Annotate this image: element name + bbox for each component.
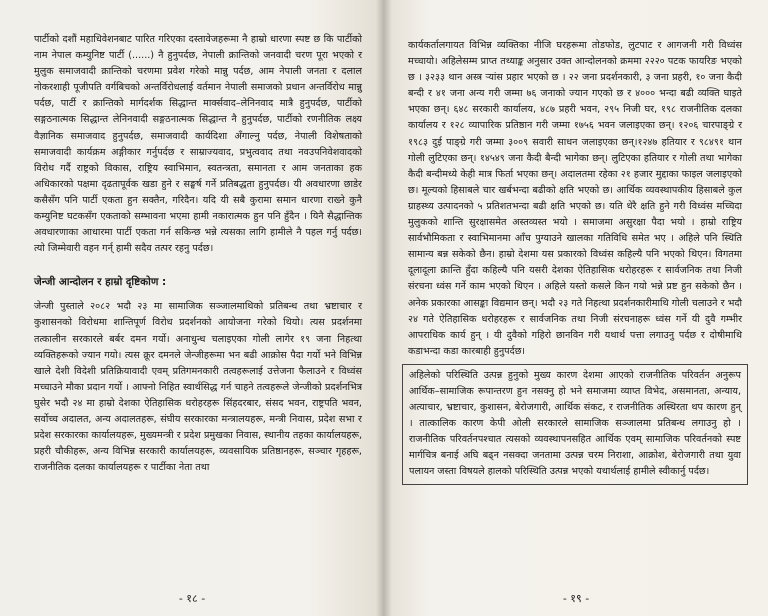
- left-paragraph-1: पार्टीको दशौं महाधिवेशनबाट पारित गरिएका दस्तावेजहरूमा नै हाम्रो धारणा स्पष्ट छ कि पार्टीको नाम नेपाल कम्युनिष्ट पार्टी (......) नै हुनुपर्दछ, नेपाली क्रान्तिको जनवादी चरण पूरा भएको र मुलुक समाजवादी क्रान्तिको चरणमा प्रवेश गरेको मान्नु पर्दछ, आम नेपाली जनता र दलाल नोकरशाही पूजीपति वर्गबिचको अन्तर्विरोधलाई वर्तमान नेपाली समाजको प्रधान अन्तर्विरोध मान्नु पर्दछ, पार्टी र क्रान्तिको मार्गदर्शक सिद्धान्त मार्क्सवाद–लेनिनवाद मात्रै हुनुपर्दछ, पार्टीको सङ्गठनात्मक सिद्धान्त लेनिनवादी सङ्गठनात्मक सिद्धान्त नै हुनुपर्दछ, पार्टीको रणनीतिक लक्ष्य वैज्ञानिक समाजवाद हुनुपर्दछ, समाजवादी कार्यदिशा अँगाल्नु पर्दछ, नेपाली विशेषताको समाजवादी कार्यक्रम अङ्गीकार गर्नुपर्दछ र साम्राज्यवाद, प्रभुत्ववाद तथा नवउपनिवेशवादको विरोध गर्दै राष्ट्रको विकास, राष्ट्रिय स्वाभिमान, स्वतन्त्रता, समानता र आम जनताका हक अधिकारको पक्षमा दृढतापूर्वक खडा हुने र सङ्घर्ष गर्ने प्रतिबद्धता हुनुपर्दछ। यी अवधारणा छाडेर कसैसँग पनि पार्टी एकता हुन सक्तैन, गरिदैन। यदि यी सबै कुरामा समान धारणा राख्ने कुनै कम्युनिष्ट घटकसँग एकताको सम्भावना भएमा हामी नकारात्मक हुन पनि हुँदैन । यिनै सैद्धान्तिक अवधारणाका आधारमा पार्टी एकता गर्न सकिन्छ भन्ने त्यसका लागि हामीले नै पहल गर्नु पर्दछ। त्यो जिम्मेवारी वहन गर्न् हामी सदैव तत्पर रहनु पर्दछ।: [34, 34, 362, 255]
- right-page-number: - १९ -: [562, 592, 590, 605]
- right-paragraph-2-boxed: अहिलेको परिस्थिति उत्पन्न हुनुको मुख्य कारण देशमा आएको राजनीतिक परिवर्तन अनुरूप आर्थिक–सामाजिक रूपान्तरण हुन नसक्नु हो भने समाजमा व्याप्त विभेद, असमानता, अन्याय, अत्याचार, भ्रष्टाचार, कुशासन, बेरोजगारी, आर्थिक संकट, र राजनीतिक अस्थिरता थप कारण हुन् । तात्कालिक कारण केपी ओली सरकारले सामाजिक सञ्जालमा प्रतिबन्ध लगाउनु हो । राजनीतिक परिवर्तनपश्चात त्यसको व्यवस्थापनसहित आर्थिक एवम् सामाजिक परिवर्तनको स्पष्ट मार्गचित्र बनाई अघि बढ्न नसक्दा जनतामा उत्पन्न चरम निराशा, आक्रोश, बेरोजगारी तथा युवा पलायन जस्ता विषयले हालको परिस्थिति उत्पन्न भएको यथार्थलाई हामीले स्वीकार्नु पर्दछ।: [402, 364, 748, 485]
- right-paragraph-1: कार्यकर्तालगायत विभिन्न व्यक्तिका नीजि घरहरूमा तोडफोड, लुटपाट र आगजनी गरी विध्वंस मच्चायो। अहिलेसम्म प्राप्त तथ्याङ्क अनुसार उक्त आन्दोलनको क्रममा २२२० पटक फायरिङ भएको छ । ३२३३ थान अस्त्र र्‍यांस प्रहार भएको छ । २२ जना प्रदर्शनकारी, ३ जना प्रहरी, १० जना कैदी बन्दी र ४१ जना अन्य गरी जम्मा ७६ जनाको ज्यान गएको छ र ४००० भन्दा बढी व्यक्ति घाइते भएका छन्। ६४८ सरकारी कार्यालय, ४८७ प्रहरी भवन, २९५ निजी घर, १९८ राजनीतिक दलका कार्यालय र १२८ व्यापारिक प्रतिष्ठान गरी जम्मा १७५६ भवन जलाइएका छन्। १२०६ चारपाङ्ग्रे र १९८३ दुई पाङ्ग्रे गरी जम्मा ३००९ सवारी साधन जलाइएका छन्।१२४७ हतियार र ९८४९१ थान गोली लुटिएका छन्। १४५४९ जना कैदी बैन्दी भागेका छन्। लुटिएका हतियार र गोली तथा भागेका कैदी बन्दीमध्ये केही मात्र फिर्ता भएका छन्। अदालतमा रहेका २१ हजार मुद्दाका फाइल जलाइएको छ। मूल्यको हिसाबले चार खर्बभन्दा बढीको क्षति भएको छ। आर्थिक व्यवस्थापकीय हिसाबले कुल ग्राहस्थ्य उत्पादनको ५ प्रतिशतभन्दा बढी क्षति भएको छ। यति धेरै क्षति हुने गरी विध्वंस मच्चिदा मुलुकको शान्ति सुरक्षासमेत अस्तव्यस्त भयो । समाजमा असुरक्षा पैदा भयो । हाम्रो राष्ट्रिय सार्वभौमिकता र स्वाभिमानमा आँच पुग्याउने खालका गतिविधि समेत भए । अहिले पनि स्थिति सामान्य बन्न सकेको छैन। हाम्रो देशमा यस प्रकारको विध्वंस कहिल्यै पनि भएको थिएन। विगतमा दूलादूला क्रान्ति हुँदा कहिल्यै पनि यसरी देशका ऐतिहासिक धरोहरहरू र सार्वजनिक तथा निजी संरचना ध्वंस गर्ने काम भएको थिएन । अहिले यस्तो कसले किन गयो भन्ने प्रष्ट हुन सकेको छैन । अनेक प्रकारका आसङ्का विद्यमान छन्। भदौ २३ गते निहत्था प्रदर्शनकारीमाथि गोली चलाउने र भदौ २४ गते ऐतिहासिक धरोहरहरू र सार्वजनिक तथा निजी संरचनाहरू ध्वंस गर्ने यी दुवै गम्भीर आपराधिक कार्य हुन् । यी दुवैको गहिरो छानविन गरी यथार्थ पत्ता लगाउनु पर्दछ र दोषीमाथि कडाभन्दा कडा कारबाही हुनुपर्दछ।: [408, 40, 742, 357]
- left-paragraph-2: जेन्जी पुस्ताले २०८२ भदौ २३ मा सामाजिक सञ्जालमाथिको प्रतिबन्ध तथा भ्रष्टाचार र कुशासनको विरोधमा शान्तिपूर्ण विरोध प्रदर्शनको आयोजना गरेको थियो। त्यस प्रदर्शनमा तत्कालीन सरकारले बर्बर दमन गर्यो। अनाधुन्ध चलाइएका गोली लागेर १९ जना निहत्था व्यक्तिहरूको ज्यान गयो। त्यस क्रूर दमनले जेन्जीहरूमा भन बढी आक्रोस पैदा गर्यो भने विभिन्न खाले देशी विदेशी प्रतिक्रियावादी एवम् प्रतिगमनकारी तत्वहरूलाई उत्तेजना फैलाउने र विध्वंस मच्चाउने मौका प्रदान गर्यो । आफ्नो निहित स्वार्थसिद्ध गर्न चाहने तत्वहरूले जेन्जीको प्रदर्शनभित्र घुसेर भदौ २४ मा हाम्रो देशका ऐतिहासिक धरोहरहरू सिंहदरबार, संसद भवन, राष्ट्रपति भवन, सर्वोच्च अदालत, अन्य अदालतहरू, संघीय सरकारका मन्त्रालयहरू, मन्त्री निवास, प्रदेश सभा र प्रदेश सरकारका कार्यालयहरू, मुख्यमन्त्री र प्रदेश प्रमुखका निवास, स्थानीय तहका कार्यालयहरू, प्रहरी चौकीहरू, अन्य विभिन्न सरकारी कार्यालयहरू, व्यवसायिक प्रतिष्ठानहरू, सञ्चार गृहहरू, राजनीतिक दलका कार्यालयहरू र पार्टीका नेता तथा: [34, 301, 362, 474]
- section-heading: जेन्जी आन्दोलन र हाम्रो दृष्टिकोण :: [34, 276, 167, 289]
- left-page-number: - १८ -: [178, 592, 206, 605]
- right-page: [384, 0, 768, 616]
